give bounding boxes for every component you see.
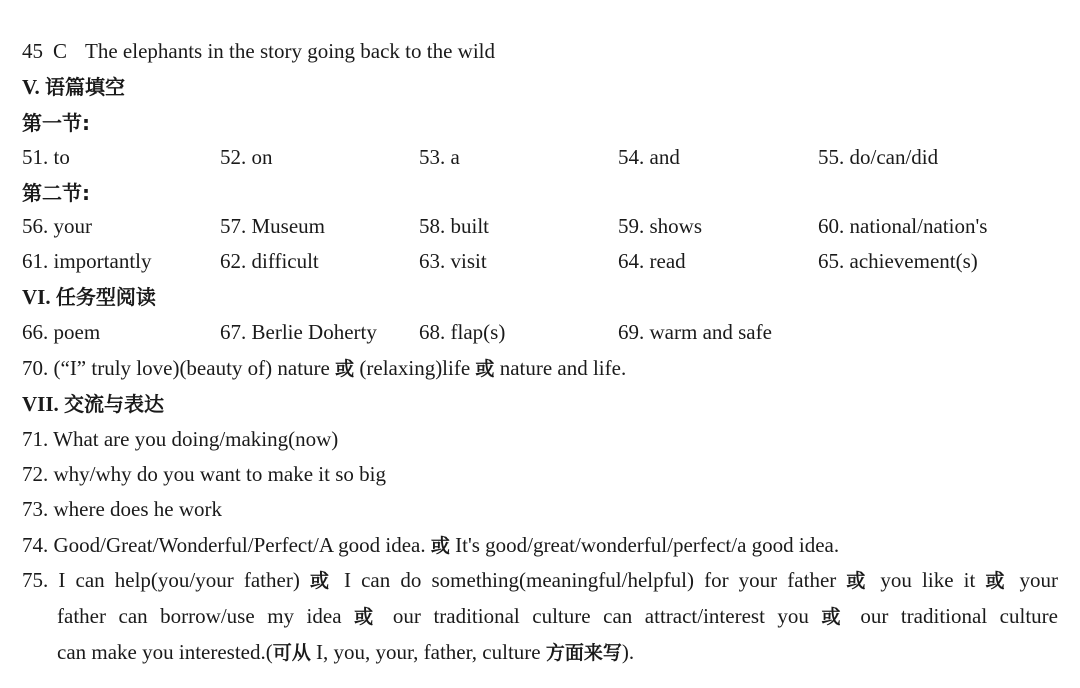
answer-75-line-3 bbox=[57, 634, 1058, 671]
answer-75-text: you like it bbox=[870, 568, 986, 592]
or-separator: 或 bbox=[430, 535, 450, 557]
answer-74-part-b: It's good/great/wonderful/perfect/a good idea. bbox=[449, 533, 840, 557]
answer-45 bbox=[22, 38, 495, 64]
answer-letter: C bbox=[53, 39, 68, 63]
answer-66: 66. poem bbox=[22, 320, 101, 344]
part-heading-1 bbox=[22, 110, 90, 136]
answer-56: 56. your bbox=[22, 214, 92, 238]
answer-59: 59. shows bbox=[618, 214, 703, 238]
answer-75-text: father can borrow/use my idea bbox=[57, 604, 355, 628]
answer-51: 51. to bbox=[22, 145, 70, 169]
answer-57: 57. Museum bbox=[220, 214, 325, 238]
answer-68: 68. flap(s) bbox=[419, 320, 506, 344]
section-number: VI. bbox=[22, 285, 51, 309]
answer-75-text: can make you interested.( bbox=[57, 640, 273, 664]
part-heading-2 bbox=[22, 180, 90, 206]
answer-53: 53. a bbox=[419, 145, 460, 169]
or-separator: 或 bbox=[985, 570, 1010, 592]
answer-62: 62. difficult bbox=[220, 249, 319, 273]
part-title: 第一节: bbox=[22, 111, 90, 135]
answer-75-line-2 bbox=[57, 598, 1058, 635]
or-separator: 或 bbox=[846, 570, 871, 592]
part-title: 第二节: bbox=[22, 181, 90, 205]
answer-text: The elephants in the story going back to the wild bbox=[85, 39, 496, 63]
or-separator: 或 bbox=[335, 358, 355, 380]
answer-70 bbox=[22, 355, 626, 382]
answer-54: 54. and bbox=[618, 145, 680, 169]
answer-75-text: your bbox=[1009, 568, 1058, 592]
answer-75-text: I, you, your, father, culture bbox=[310, 640, 546, 664]
section-number: VII. bbox=[22, 392, 59, 416]
answer-75-text: ). bbox=[621, 640, 635, 664]
answer-63: 63. visit bbox=[419, 249, 487, 273]
answer-61: 61. importantly bbox=[22, 249, 152, 273]
answer-58: 58. built bbox=[419, 214, 490, 238]
writing-hint: 方面来写 bbox=[545, 642, 622, 664]
section-heading-v bbox=[22, 74, 125, 100]
answer-65: 65. achievement(s) bbox=[818, 249, 978, 273]
answer-55: 55. do/can/did bbox=[818, 145, 939, 169]
section-heading-vii bbox=[22, 391, 164, 417]
answer-74-part-a: 74. Good/Great/Wonderful/Perfect/A good idea. bbox=[22, 533, 431, 557]
section-title: 交流与表达 bbox=[64, 392, 165, 416]
answer-75-text: I can do something(meaningful/helpful) for your father bbox=[333, 568, 847, 592]
answer-71: 71. What are you doing/making(now) bbox=[22, 427, 339, 451]
answer-72: 72. why/why do you want to make it so big bbox=[22, 462, 386, 486]
writing-hint: 可从 bbox=[272, 642, 311, 664]
answer-70-part-b: (relaxing)life bbox=[354, 356, 476, 380]
answer-60: 60. national/nation's bbox=[818, 214, 988, 238]
answer-67: 67. Berlie Doherty bbox=[220, 320, 377, 344]
section-number: V. bbox=[22, 75, 40, 99]
section-title: 任务型阅读 bbox=[55, 285, 156, 309]
answer-73: 73. where does he work bbox=[22, 497, 223, 521]
or-separator: 或 bbox=[354, 606, 381, 628]
section-title: 语篇填空 bbox=[44, 75, 125, 99]
answer-75-text: our traditional culture bbox=[847, 604, 1058, 628]
question-number: 45 bbox=[22, 39, 43, 63]
answer-70-part-a: 70. (“I” truly love)(beauty of) nature bbox=[22, 356, 336, 380]
answer-75-text: our traditional culture can attract/interest you bbox=[380, 604, 822, 628]
answer-64: 64. read bbox=[618, 249, 686, 273]
answer-75-text: 75. I can help(you/your father) bbox=[22, 568, 310, 592]
section-heading-vi bbox=[22, 284, 156, 310]
or-separator: 或 bbox=[821, 606, 848, 628]
answer-74 bbox=[22, 532, 839, 559]
answer-75-line-1 bbox=[22, 562, 1058, 599]
answer-70-part-c: nature and life. bbox=[494, 356, 627, 380]
or-separator: 或 bbox=[309, 570, 334, 592]
answer-52: 52. on bbox=[220, 145, 273, 169]
answer-69: 69. warm and safe bbox=[618, 320, 772, 344]
or-separator: 或 bbox=[475, 358, 495, 380]
